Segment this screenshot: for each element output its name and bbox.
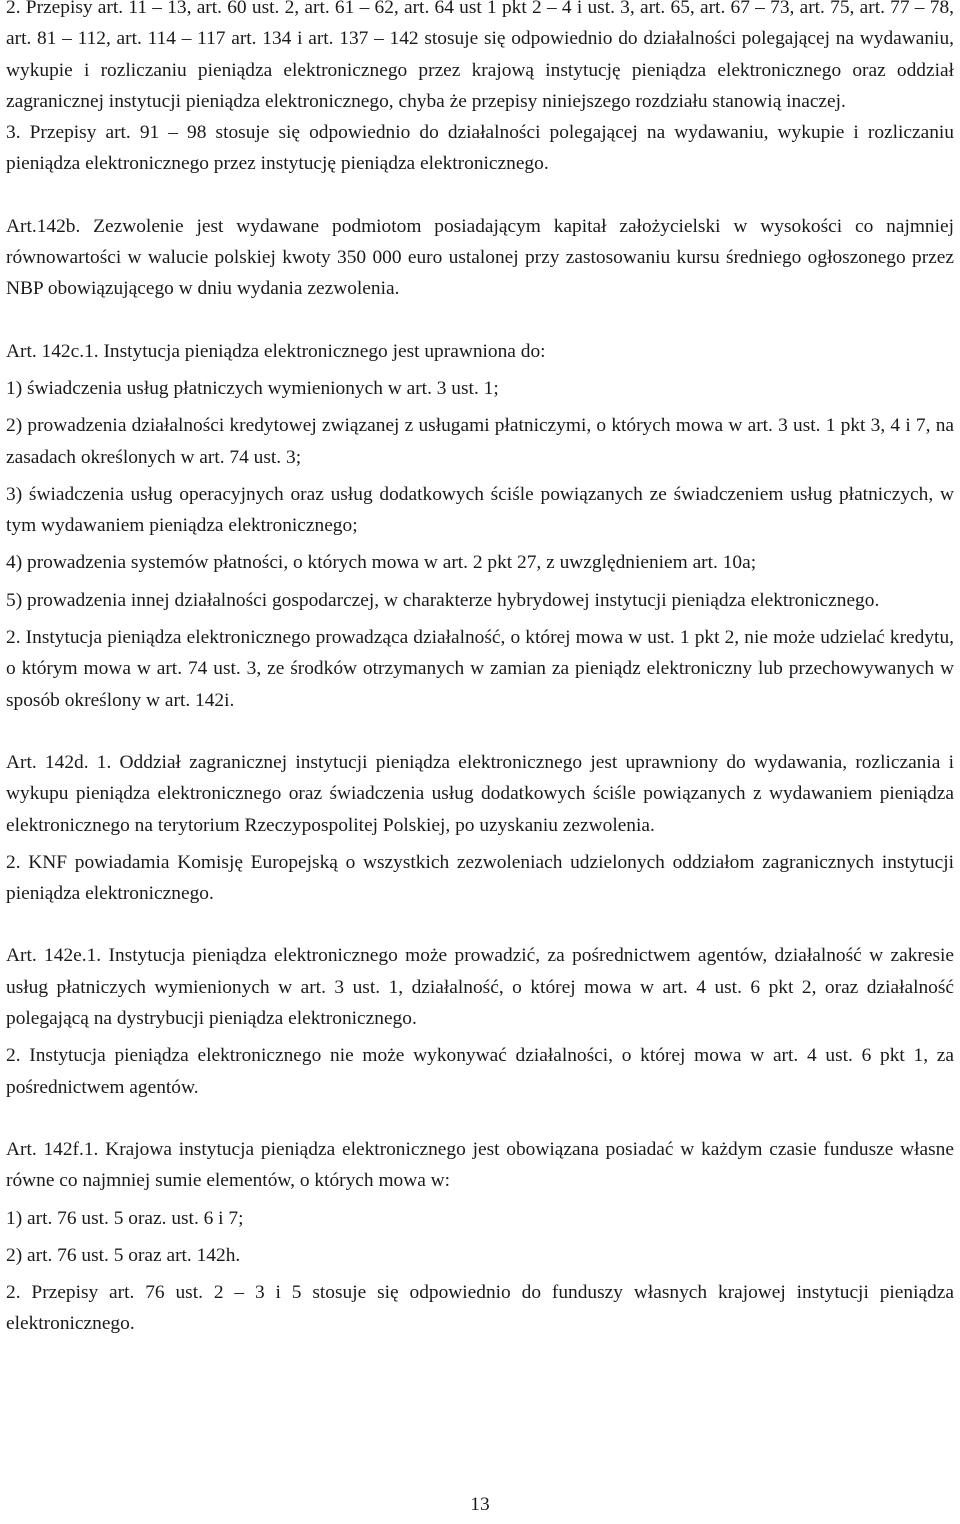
paragraph: 2. Instytucja pieniądza elektronicznego nie może wykonywać działalności, o której mowa w art. 4 ust. 6 pkt 1, za pośrednictwem agentów. (6, 1045, 954, 1098)
paragraph: 2. Przepisy art. 76 ust. 2 – 3 i 5 stosuje się odpowiednio do funduszy własnych krajowej instytucji pieniądza elektronicznego. (6, 1282, 954, 1335)
paragraph: Art. 142f.1. Krajowa instytucja pieniądza elektronicznego jest obowiązana posiadać w każdym czasie fundusze własne równe co najmniej sumie elementów, o których mowa w: (6, 1138, 954, 1192)
list-item: 2) art. 76 ust. 5 oraz art. 142h. (6, 1244, 241, 1266)
paragraph: Art. 142c.1. Instytucja pieniądza elektronicznego jest uprawniona do: (6, 340, 546, 362)
paragraph: Art.142b. Zezwolenie jest wydawane podmiotom posiadającym kapitał założycielski w wysokości co najmniej równowartości w walucie polskiej kwoty 350 000 euro ustalonej przy zastosowaniu kursu średniego ogłoszonego przez NBP obowiązującego w dniu wydania zezwolenia. (6, 215, 954, 300)
paragraph: 2. Instytucja pieniądza elektronicznego prowadząca działalność, o której mowa w ust. 1 pkt 2, nie może udzielać kredytu, o którym mowa w art. 74 ust. 3, ze środków otrzymanych w zamian za pieniądz elektroniczny lub przechowywanych w sposób określony w art. 142i. (6, 627, 954, 711)
paragraph: Art. 142d. 1. Oddział zagranicznej instytucji pieniądza elektronicznego jest uprawniony do wydawania, rozliczania i wykupu pieniądza elektronicznego oraz świadczenia usług dodatkowych ściśle powiązanych z wydawaniem pieniądza elektronicznego na terytorium Rzeczypospolitej Polskiej, po uzyskaniu zezwolenia. (6, 751, 954, 836)
list-item: 4) prowadzenia systemów płatności, o których mowa w art. 2 pkt 27, z uwzględnieniem art. 10a; (6, 552, 757, 574)
list-item: 1) świadczenia usług płatniczych wymienionych w art. 3 ust. 1; (6, 377, 499, 399)
list-item: 2) prowadzenia działalności kredytowej związanej z usługami płatniczymi, o których mowa w art. 3 ust. 1 pkt 3, 4 i 7, na zasadach określonych w art. 74 ust. 3; (6, 415, 954, 468)
paragraph: 2. Przepisy art. 11 – 13, art. 60 ust. 2, art. 61 – 62, art. 64 ust 1 pkt 2 – 4 i ust. 3, art. 65, art. 67 – 73, art. 75, art. 77 – 78, art. 81 – 112, art. 114 – 117 art. 134 i art. 137 – 142 stosuje się odpowiednio do działalności polegającej na wydawaniu, wykupie i rozliczaniu pieniądza elektronicznego przez krajową instytucję pieniądza elektronicznego oraz oddział zagranicznej instytucji pieniądza elektronicznego, chyba że przepisy niniejszego rozdziału stanowią inaczej. (6, 0, 954, 112)
paragraph: 2. KNF powiadamia Komisję Europejską o wszystkich zezwoleniach udzielonych oddziałom zagranicznych instytucji pieniądza elektronicznego. (6, 851, 954, 905)
page-number: 13 (470, 1494, 490, 1515)
paragraph: Art. 142e.1. Instytucja pieniądza elektronicznego może prowadzić, za pośrednictwem agentów, działalność w zakresie usług płatniczych wymienionych w art. 3 ust. 1, działalność, o której mowa w art. 4 ust. 6 pkt 2, oraz działalność polegającą na dystrybucji pieniądza elektronicznego. (6, 945, 954, 1030)
list-item: 3) świadczenia usług operacyjnych oraz usług dodatkowych ściśle powiązanych ze świadczeniem usług płatniczych, w tym wydawaniem pieniądza elektronicznego; (6, 483, 954, 537)
list-item: 5) prowadzenia innej działalności gospodarczej, w charakterze hybrydowej instytucji pieniądza elektronicznego. (6, 589, 880, 611)
list-item: 1) art. 76 ust. 5 oraz. ust. 6 i 7; (6, 1207, 244, 1229)
paragraph: 3. Przepisy art. 91 – 98 stosuje się odpowiednio do działalności polegającej na wydawaniu, wykupie i rozliczaniu pieniądza elektronicznego przez instytucję pieniądza elektronicznego. (6, 122, 954, 175)
